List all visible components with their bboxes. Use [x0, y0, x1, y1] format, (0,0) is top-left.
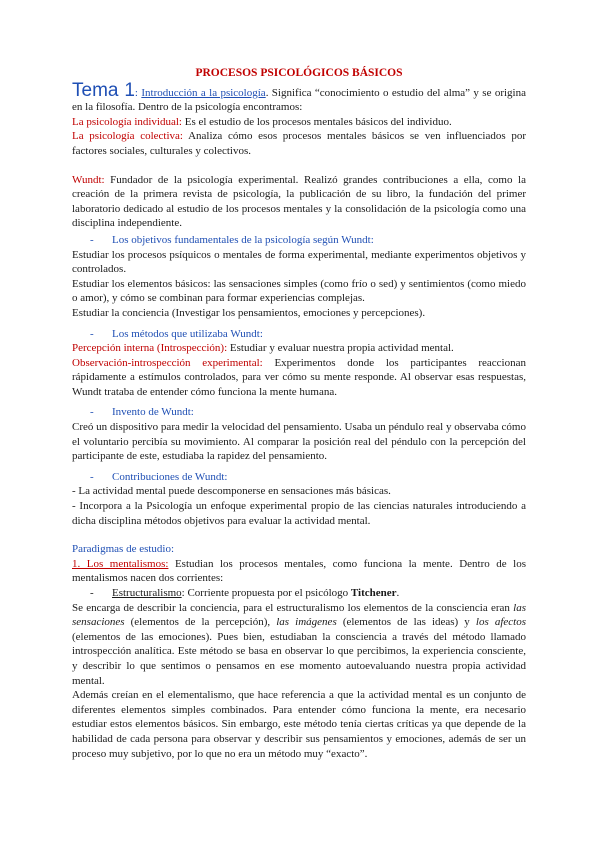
mentalismos-paragraph — [72, 557, 526, 586]
tema-heading: Introducción a la psicología — [141, 86, 266, 99]
estructuralismo-p2: Además creían en el elementalismo, que hace referencia a que la actividad mental es un conjunto de diferentes elementos simples combinados. Para entender cómo funciona la mente, era necesario estudiar estos elementos básicos. Sin embargo, este método tenía ciertas críticas ya que depende de la habilidad de cada persona para observar y describir sus pensamientos y emociones, además de ser un proceso muy subjetivo, por lo que no era un método muy “exacto”. — [72, 689, 526, 760]
contribuciones-heading-row — [72, 470, 526, 485]
p1-afectos: los afectos — [475, 616, 526, 629]
objetivos-heading-row — [72, 233, 526, 248]
metodos-m2-term: Observación-introspección experimental: — [72, 356, 263, 369]
metodos-m1-term: Percepción interna (Introspección): — [72, 342, 228, 355]
individual-paragraph — [72, 115, 526, 130]
estructuralismo-name: Titchener — [350, 587, 397, 599]
paradigmas-heading: Paradigmas de estudio: — [72, 543, 175, 556]
metodos-dash: - — [90, 327, 94, 340]
contribuciones-heading: Contribuciones de Wundt: — [112, 470, 228, 483]
p1-text-a: Se encarga de describir la conciencia, para el estructuralismo los elementos de la consciencia eran — [72, 601, 514, 614]
colectiva-text: Analiza cómo esos procesos mentales básicos se ven influenciados por factores sociales, culturales y colectivos. — [72, 130, 526, 157]
estructuralismo-row — [72, 586, 526, 601]
metodos-heading: Los métodos que utilizaba Wundt: — [112, 327, 263, 340]
wundt-paragraph — [72, 173, 526, 231]
p1-sensaciones: las sensaciones — [72, 601, 526, 629]
metodos-m1 — [72, 341, 526, 356]
invento-heading-row — [72, 405, 526, 420]
objetivos-p2: Estudiar los elementos básicos: las sensaciones simples (como frío o sed) y sentimientos (como miedo o amor), y cómo se combinan para formar experiencias complejas. — [72, 277, 526, 305]
p1-text-d: (elementos de las emociones). Pues bien, estudiaban la consciencia a través del método llamado introspección analítica. Este método se basa en observar lo que percibimos, la experiencia consciente, y describir lo que sentimos o pensamos en ese momento autoevaluando nuestra propia actividad mental. — [72, 630, 526, 687]
individual-term: La psicología individual: — [72, 115, 182, 128]
objetivos-p3: Estudiar la conciencia (Investigar los pensamientos, emociones y percepciones). — [72, 306, 426, 319]
p1-imagenes: las imágenes — [276, 616, 337, 629]
estructuralismo-text: : Corriente propuesta por el psicólogo — [181, 587, 351, 599]
tema-paragraph — [72, 79, 526, 115]
metodos-m1-text: Estudiar y evaluar nuestra propia actividad mental. — [227, 342, 454, 355]
contribuciones-c1: - La actividad mental puede descomponerse en sensaciones más básicas. — [72, 485, 391, 498]
p1-text-b: (elementos de la percepción), — [124, 616, 277, 629]
tema-text: . Significa “conocimiento o estudio del alma” y se origina en la filosofía. Dentro de la psicología encontramos: — [72, 86, 526, 114]
mentalismos-text: Estudian los procesos mentales, como funciona la mente. Dentro de los mentalismos nacen dos corrientes: — [72, 557, 526, 585]
contribuciones-dash: - — [90, 470, 94, 483]
objetivos-heading: Los objetivos fundamentales de la psicología según Wundt: — [112, 233, 374, 246]
individual-text: Es el estudio de los procesos mentales básicos del individuo. — [181, 115, 452, 128]
p1-text-c: (elementos de las ideas) y — [336, 616, 476, 629]
invento-dash: - — [90, 406, 94, 419]
invento-text: Creó un dispositivo para medir la velocidad del pensamiento. Usaba un péndulo real y observaba cómo el voluntario percibía su movimiento. Al comparar la posición real del péndulo con la percepción del participante de este, estudiaba la rapidez del pensamiento. — [72, 421, 526, 463]
estructuralismo-term: Estructuralismo — [112, 587, 182, 599]
mentalismos-term: 1. Los mentalismos: — [72, 557, 169, 570]
objetivos-p1: Estudiar los procesos psíquicos o mentales de forma experimental, mediante experimentos objetivos y controlados. — [72, 248, 526, 276]
invento-heading: Invento de Wundt: — [112, 406, 194, 419]
tema-label: Tema 1 — [72, 79, 135, 101]
estructuralismo-dash: - — [90, 587, 94, 599]
document-title: PROCESOS PSICOLÓGICOS BÁSICOS — [195, 67, 403, 79]
tema-colon: : — [134, 86, 142, 99]
wundt-text: Fundador de la psicología experimental. Realizó grandes contribuciones a ella, como la creación de la primera revista de psicología, la publicación de su libro, la fundación del primer laboratorio dedicado al estudio de los procesos mentales y la consolidación de la psicología como una disciplina independiente. — [72, 173, 526, 230]
metodos-m2-text: Experimentos donde los participantes reaccionan rápidamente a estímulos controlados, para ver cómo su mente responde. Al observar esas respuestas, Wundt trataba de entender cómo funciona la mente humana. — [72, 356, 526, 398]
document-page — [72, 66, 526, 761]
colectiva-paragraph — [72, 129, 526, 158]
metodos-m2 — [72, 356, 526, 400]
wundt-term: Wundt: — [72, 173, 105, 186]
contribuciones-c2: - Incorpora a la Psicología un enfoque experimental propio de las ciencias naturales introduciendo a dicha disciplina métodos objetivos para evaluar la actividad mental. — [72, 500, 526, 527]
objetivos-dash: - — [90, 233, 94, 246]
metodos-heading-row — [72, 327, 526, 342]
estructuralismo-p1 — [72, 601, 526, 689]
colectiva-term: La psicología colectiva: — [72, 130, 183, 143]
estructuralismo-end: . — [396, 587, 400, 599]
